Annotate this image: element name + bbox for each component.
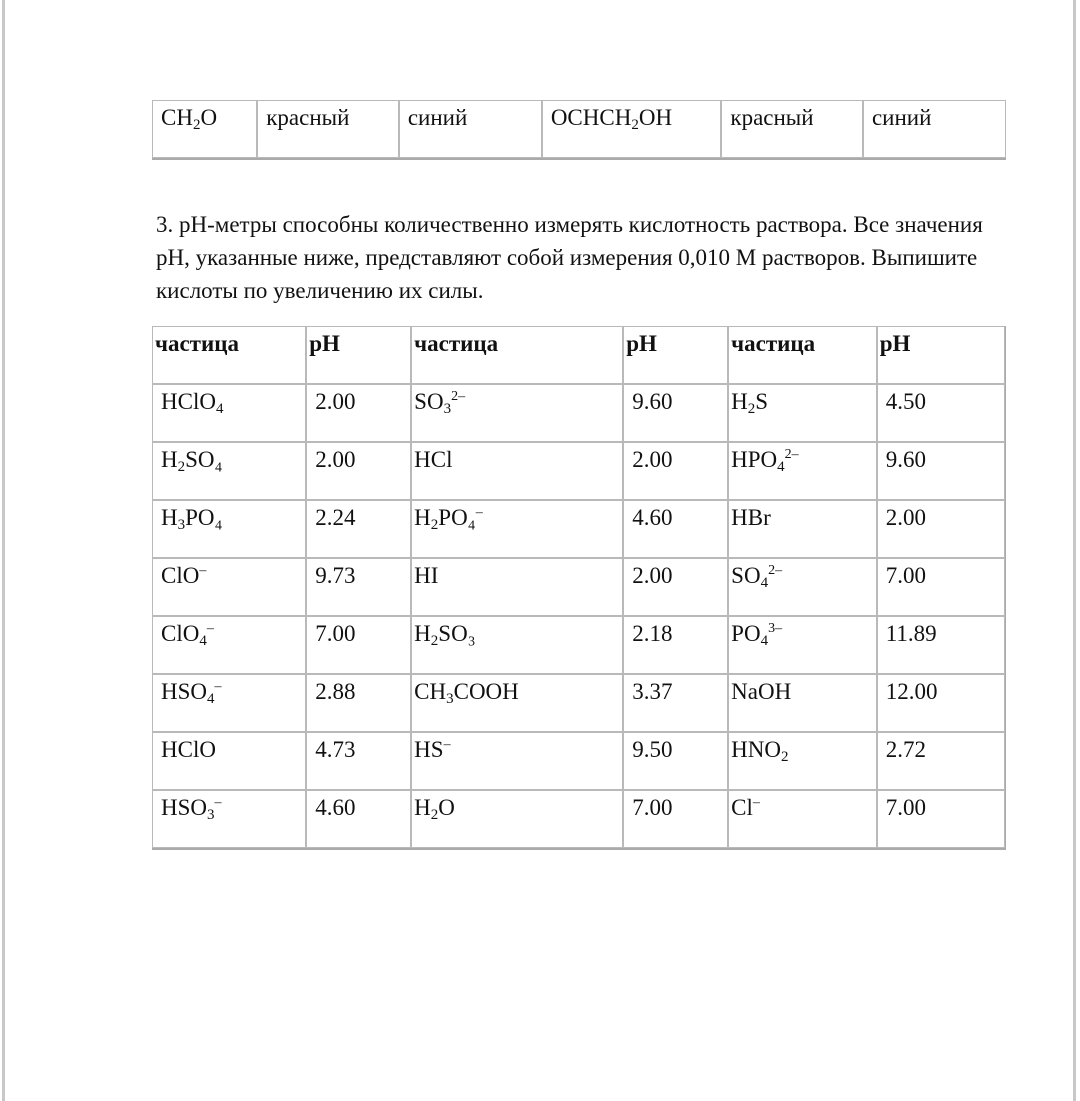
particle-cell (152, 674, 306, 732)
formula-base: H (414, 795, 431, 820)
formula-base: HClO (161, 389, 216, 414)
formula-subscript: 2 (781, 749, 789, 765)
header-particle: частица (728, 326, 877, 384)
formula-base: красный (730, 105, 814, 130)
formula-base: HPO (731, 447, 778, 472)
ph-value-cell: 9.50 (623, 732, 728, 790)
particle-cell (152, 732, 306, 790)
particle-cell (728, 732, 877, 790)
particle-cell (411, 790, 623, 848)
formula-charge: 2– (451, 389, 466, 404)
formula-charge: – (475, 505, 483, 520)
ph-value-cell: 7.00 (877, 558, 1005, 616)
table-cell (257, 100, 399, 158)
table-row (152, 674, 1005, 732)
formula-base: HS (414, 737, 444, 762)
formula-tail: SO₃ (438, 621, 476, 646)
ph-value-cell: 2.00 (623, 558, 728, 616)
ph-value-cell: 4.60 (623, 500, 728, 558)
formula-charge: 3– (768, 621, 783, 636)
particle-cell (728, 674, 877, 732)
formula-tail: S (755, 389, 769, 414)
ph-value-cell: 2.00 (306, 442, 411, 500)
formula-base: HNO (731, 737, 781, 762)
ph-value-cell: 4.73 (306, 732, 411, 790)
ph-value-cell: 4.60 (306, 790, 411, 848)
formula-base: HI (414, 563, 439, 588)
particle-cell (728, 558, 877, 616)
ph-value-cell: 9.60 (623, 384, 728, 442)
formula-base: CH (414, 679, 447, 704)
ph-value-cell: 2.00 (623, 442, 728, 500)
question-text: 3. pH-метры способны количественно измерять кислотность раствора. Все значения pH, указанные ниже, представляют собой измерения 0,010 М растворов. Выпишите кислоты по увеличению их силы. (156, 212, 983, 303)
particle-cell (728, 442, 877, 500)
table-row (152, 100, 1006, 158)
ph-value-cell: 7.00 (623, 790, 728, 848)
formula-charge: – (214, 795, 222, 810)
header-ph: pH (623, 326, 728, 384)
formula-tail: PO₄ (185, 505, 223, 530)
formula-subscript: 3 (446, 691, 454, 707)
formula-base: H (414, 505, 431, 530)
header-particle: частица (411, 326, 623, 384)
header-ph: pH (306, 326, 411, 384)
formula-base: синий (407, 105, 468, 130)
formula-base: синий (871, 105, 932, 130)
ph-value-cell: 11.89 (877, 616, 1005, 674)
particle-cell (728, 790, 877, 848)
particle-cell (728, 500, 877, 558)
formula-tail: SO₄ (185, 447, 223, 472)
formula-charge: – (752, 795, 760, 810)
formula-subscript: 3 (443, 401, 452, 417)
formula-tail: O (438, 795, 455, 820)
header-ph: pH (877, 326, 1005, 384)
ph-value-cell: 12.00 (877, 674, 1005, 732)
formula-subscript: 4 (760, 633, 769, 649)
formula-base: ClO (161, 563, 200, 588)
formula-subscript: 3 (207, 807, 215, 823)
formula-charge: 2– (784, 447, 799, 462)
color-table (152, 100, 1006, 160)
table-row (152, 500, 1005, 558)
ph-value-cell: 2.18 (623, 616, 728, 674)
formula-tail: COOH (453, 679, 519, 704)
formula-base: Cl (731, 795, 753, 820)
particle-cell (152, 558, 306, 616)
formula-subscript: 2 (177, 459, 186, 475)
table-header-row (152, 326, 1005, 384)
formula-base: HSO (161, 679, 208, 704)
particle-cell (152, 384, 306, 442)
table-row (152, 442, 1005, 500)
ph-value-cell: 2.00 (306, 384, 411, 442)
formula-subscript: 4 (215, 401, 224, 417)
formula-base: OCHCH (550, 105, 632, 130)
formula-base: CH (161, 105, 193, 130)
ph-value-cell: 2.00 (877, 500, 1005, 558)
formula-charge: 2– (768, 563, 783, 578)
formula-tail: OH (638, 105, 673, 130)
page-edge-right (1073, 0, 1076, 1101)
formula-subscript: 2 (747, 401, 756, 417)
formula-base: SO (414, 389, 444, 414)
table-cell (863, 100, 1006, 158)
particle-cell (411, 558, 623, 616)
table-row (152, 558, 1005, 616)
particle-cell (152, 500, 306, 558)
particle-cell (411, 616, 623, 674)
particle-cell (152, 616, 306, 674)
formula-tail: O (200, 105, 218, 130)
formula-subscript: 2 (430, 633, 439, 649)
ph-value-cell: 7.00 (306, 616, 411, 674)
table-row (152, 384, 1005, 442)
formula-base: красный (266, 105, 350, 130)
ph-value-cell: 3.37 (623, 674, 728, 732)
formula-subscript: 4 (760, 575, 769, 591)
formula-tail: PO₄ (438, 505, 476, 530)
table-row (152, 732, 1005, 790)
table-cell (152, 100, 257, 158)
formula-base: SO (731, 563, 761, 588)
page-edge-left (2, 0, 5, 1101)
formula-base: ClO (161, 621, 200, 646)
ph-value-cell: 4.50 (877, 384, 1005, 442)
header-particle: частица (152, 326, 306, 384)
formula-base: H (161, 505, 178, 530)
ph-value-cell: 2.24 (306, 500, 411, 558)
formula-base: HBr (731, 505, 771, 530)
table-row (152, 790, 1005, 848)
particle-cell (411, 674, 623, 732)
formula-charge: – (214, 679, 222, 694)
formula-subscript: 2 (192, 117, 201, 133)
ph-value-cell: 2.72 (877, 732, 1005, 790)
formula-base: HCl (414, 447, 453, 472)
particle-cell (411, 732, 623, 790)
particle-cell (411, 442, 623, 500)
particle-cell (411, 500, 623, 558)
formula-subscript: 4 (777, 459, 785, 475)
ph-value-cell: 7.00 (877, 790, 1005, 848)
ph-value-cell: 9.60 (877, 442, 1005, 500)
formula-subscript: 2 (430, 807, 439, 823)
formula-base: HClO (161, 737, 216, 762)
formula-subscript: 4 (199, 633, 207, 649)
formula-subscript: 4 (207, 691, 215, 707)
formula-charge: – (206, 621, 214, 636)
particle-cell (152, 790, 306, 848)
formula-charge: – (443, 737, 451, 752)
table-cell (721, 100, 863, 158)
formula-base: NaOH (731, 679, 792, 704)
ph-value-cell: 2.88 (306, 674, 411, 732)
table-cell (399, 100, 542, 158)
formula-subscript: 2 (430, 517, 439, 533)
ph-table (152, 326, 1006, 850)
particle-cell (411, 384, 623, 442)
formula-charge: – (199, 563, 207, 578)
formula-subscript: 2 (631, 117, 639, 133)
table-cell (542, 100, 722, 158)
particle-cell (728, 616, 877, 674)
formula-base: PO (731, 621, 761, 646)
formula-base: HSO (161, 795, 208, 820)
formula-base: H (731, 389, 748, 414)
formula-base: H (414, 621, 431, 646)
ph-value-cell: 9.73 (306, 558, 411, 616)
formula-subscript: 3 (177, 517, 186, 533)
particle-cell (728, 384, 877, 442)
particle-cell (152, 442, 306, 500)
formula-base: H (161, 447, 178, 472)
table-row (152, 616, 1005, 674)
